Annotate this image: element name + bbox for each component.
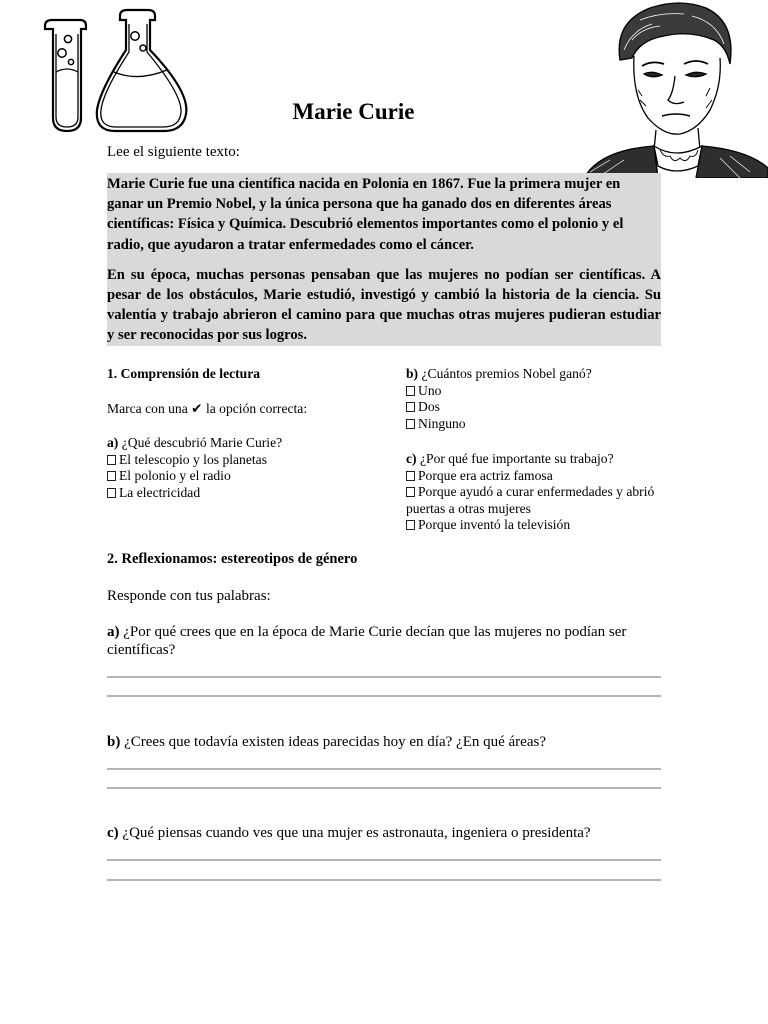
marie-curie-portrait xyxy=(580,0,768,178)
checkbox-icon[interactable] xyxy=(107,488,116,498)
checkbox-icon[interactable] xyxy=(406,487,415,497)
option-1b-3[interactable]: Ninguno xyxy=(406,416,666,433)
checkbox-icon[interactable] xyxy=(406,419,415,429)
checkbox-icon[interactable] xyxy=(406,471,415,481)
section-2-instruction: Responde con tus palabras: xyxy=(107,588,271,604)
test-tube-icon xyxy=(45,20,86,131)
reading-passage xyxy=(107,173,661,346)
intro-instruction: Lee el siguiente texto: xyxy=(107,144,240,160)
question-2b xyxy=(107,733,661,751)
question-letter: c) xyxy=(406,451,417,466)
question-letter: a) xyxy=(107,624,120,640)
checkbox-icon[interactable] xyxy=(406,520,415,530)
option-1c-2[interactable]: Porque ayudó a curar enfermedades y abrió puertas a otras mujeres xyxy=(406,484,655,516)
answer-line[interactable] xyxy=(107,879,661,881)
question-1c xyxy=(406,451,666,534)
option-1a-1[interactable]: El telescopio y los planetas xyxy=(107,452,397,469)
answer-line[interactable] xyxy=(107,787,661,789)
question-2a xyxy=(107,623,661,659)
section-2-heading: 2. Reflexionamos: estereotipos de género xyxy=(107,551,358,567)
option-1a-2[interactable]: El polonio y el radio xyxy=(107,468,397,485)
option-1c-1[interactable]: Porque era actriz famosa xyxy=(406,468,666,485)
checkbox-icon[interactable] xyxy=(107,455,116,465)
answer-line[interactable] xyxy=(107,768,661,770)
option-1b-1[interactable]: Uno xyxy=(406,383,666,400)
question-text: ¿Qué piensas cuando ves que una mujer es astronauta, ingeniera o presidenta? xyxy=(122,825,591,841)
question-text: ¿Por qué fue importante su trabajo? xyxy=(419,451,614,466)
checkbox-icon[interactable] xyxy=(406,402,415,412)
question-letter: b) xyxy=(107,734,121,750)
question-text: ¿Por qué crees que en la época de Marie Curie decían que las mujeres no podían ser científicas? xyxy=(107,624,627,658)
checkbox-icon[interactable] xyxy=(107,471,116,481)
question-letter: b) xyxy=(406,366,419,381)
question-letter: c) xyxy=(107,825,119,841)
question-1b xyxy=(406,366,666,432)
question-text: ¿Crees que todavía existen ideas parecidas hoy en día? ¿En qué áreas? xyxy=(124,734,546,750)
option-1b-2[interactable]: Dos xyxy=(406,399,666,416)
option-1c-3[interactable]: Porque inventó la televisión xyxy=(406,517,666,534)
question-text: ¿Qué descubrió Marie Curie? xyxy=(121,435,283,450)
reading-paragraph-1: Marie Curie fue una científica nacida en Polonia en 1867. Fue la primera mujer en ganar un Premio Nobel, y la única persona que ha ganado dos en diferentes áreas científicas: Física y Química. Descubrió elementos importantes como el polonio y el radio, que ayudaron a tratar enfermedades como el cáncer. xyxy=(107,176,624,253)
answer-line[interactable] xyxy=(107,676,661,678)
answer-line[interactable] xyxy=(107,695,661,697)
checkbox-icon[interactable] xyxy=(406,386,415,396)
answer-line[interactable] xyxy=(107,859,661,861)
question-2c xyxy=(107,824,661,842)
question-letter: a) xyxy=(107,435,119,450)
question-text: ¿Cuántos premios Nobel ganó? xyxy=(421,366,592,381)
reading-paragraph-2: En su época, muchas personas pensaban que las mujeres no podían ser científicas. A pesar de los obstáculos, Marie estudió, investigó y cambió la historia de la ciencia. Su valentía y trabajo abrieron el camino para que muchas otras mujeres pudieran estudiar y ser reconocidas por sus logros. xyxy=(107,266,661,344)
question-1a xyxy=(107,435,397,501)
section-1-heading: 1. Comprensión de lectura xyxy=(107,366,261,381)
option-1a-3[interactable]: La electricidad xyxy=(107,485,397,502)
section-1-instruction: Marca con una ✔ la opción correcta: xyxy=(107,401,308,416)
page-title: Marie Curie xyxy=(292,99,415,124)
